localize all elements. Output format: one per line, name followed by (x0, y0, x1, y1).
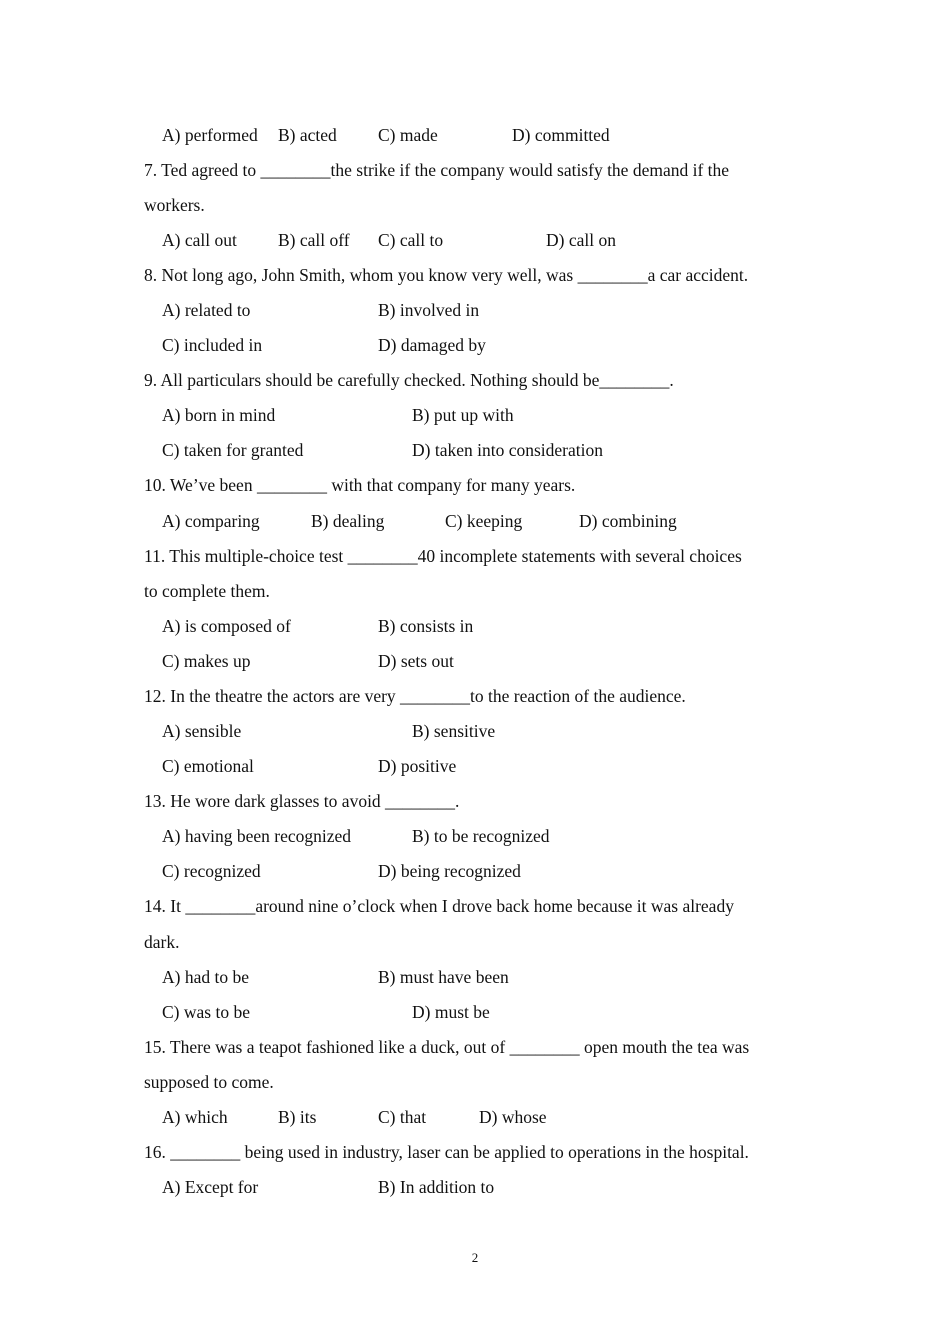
option-a: A) is composed of (162, 616, 291, 636)
option-c: C) makes up (162, 651, 251, 671)
option-d: D) whose (479, 1107, 547, 1127)
option-c: C) taken for granted (162, 440, 304, 460)
question-15-text-cont: supposed to come. (144, 1072, 274, 1092)
option-d: D) damaged by (378, 335, 486, 355)
question-10-text: 10. We’ve been ________ with that company for many years. (144, 475, 576, 495)
option-d: D) combining (579, 511, 677, 531)
question-8-text: 8. Not long ago, John Smith, whom you know very well, was ________a car accident. (144, 265, 749, 285)
option-b: B) sensitive (412, 721, 496, 741)
option-a: A) having been recognized (162, 826, 352, 846)
question-9-text: 9. All particulars should be carefully checked. Nothing should be________. (144, 370, 674, 390)
option-a: A) born in mind (162, 405, 276, 425)
question-14-text: 14. It ________around nine o’clock when I drove back home because it was already (144, 896, 734, 916)
option-b: B) its (278, 1107, 317, 1127)
option-b: B) must have been (378, 967, 509, 987)
option-a: A) related to (162, 300, 251, 320)
option-b: B) dealing (311, 511, 385, 531)
question-13-text: 13. He wore dark glasses to avoid ________. (144, 791, 460, 811)
question-11-text-cont: to complete them. (144, 581, 270, 601)
option-c: C) recognized (162, 861, 261, 881)
page-number: 2 (471, 1250, 479, 1265)
option-d: D) sets out (378, 651, 454, 671)
question-7-text: 7. Ted agreed to ________the strike if the company would satisfy the demand if the (144, 160, 730, 180)
option-b: B) involved in (378, 300, 480, 320)
option-c: C) keeping (445, 511, 523, 531)
question-14-text-cont: dark. (144, 932, 180, 952)
question-16-text: 16. ________ being used in industry, laser can be applied to operations in the hospital. (144, 1142, 749, 1162)
question-15-text: 15. There was a teapot fashioned like a duck, out of ________ open mouth the tea was (144, 1037, 750, 1057)
option-a: A) Except for (162, 1177, 259, 1197)
option-a: A) call out (162, 230, 237, 250)
question-12-text: 12. In the theatre the actors are very ________to the reaction of the audience. (144, 686, 686, 706)
option-d: D) being recognized (378, 861, 521, 881)
option-c: C) that (378, 1107, 427, 1127)
option-b: B) acted (278, 125, 337, 145)
option-d: D) committed (512, 125, 610, 145)
option-b: B) consists in (378, 616, 474, 636)
option-c: C) emotional (162, 756, 254, 776)
question-7-text-cont: workers. (144, 195, 205, 215)
option-b: B) put up with (412, 405, 514, 425)
option-d: D) taken into consideration (412, 440, 603, 460)
option-c: C) call to (378, 230, 444, 250)
option-d: D) must be (412, 1002, 490, 1022)
option-a: A) sensible (162, 721, 242, 741)
option-a: A) had to be (162, 967, 249, 987)
option-b: B) In addition to (378, 1177, 495, 1197)
option-d: D) call on (546, 230, 616, 250)
option-c: C) was to be (162, 1002, 250, 1022)
option-a: A) performed (162, 125, 258, 145)
option-a: A) comparing (162, 511, 260, 531)
option-b: B) call off (278, 230, 350, 250)
question-11-text: 11. This multiple-choice test ________40 incomplete statements with several choices (144, 546, 742, 566)
option-a: A) which (162, 1107, 228, 1127)
option-b: B) to be recognized (412, 826, 550, 846)
option-c: C) included in (162, 335, 263, 355)
option-c: C) made (378, 125, 438, 145)
option-d: D) positive (378, 756, 457, 776)
